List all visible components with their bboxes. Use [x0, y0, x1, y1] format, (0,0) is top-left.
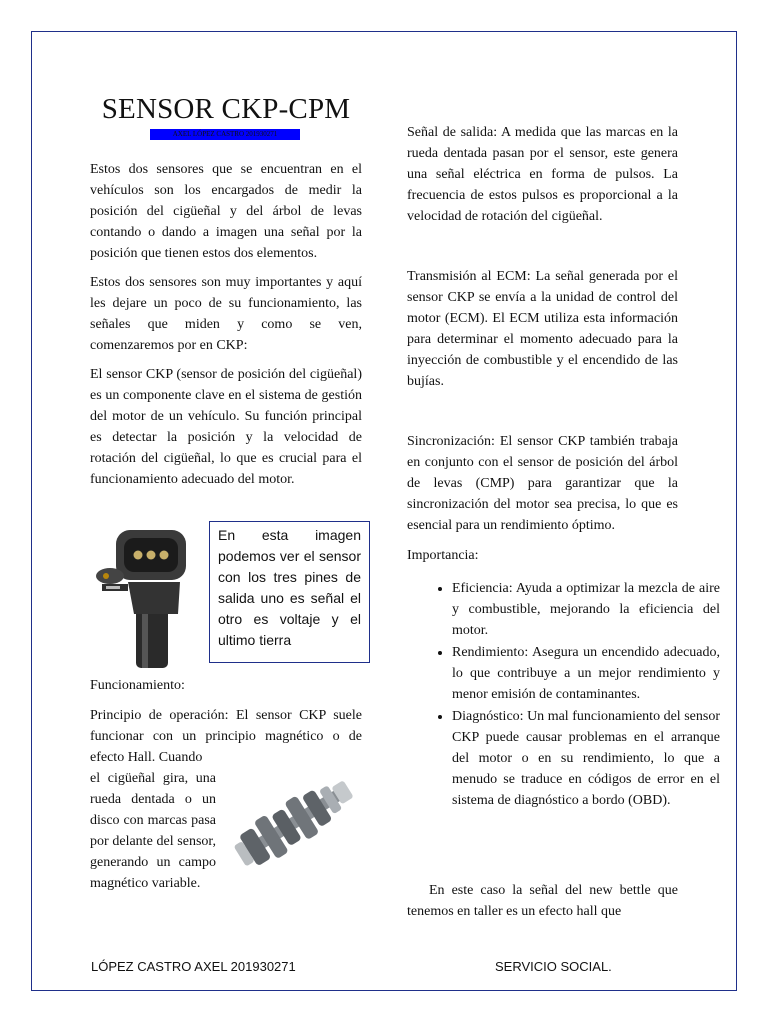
- footer-author: LÓPEZ CASTRO AXEL 201930271: [91, 959, 296, 974]
- bullet-rendimiento: • Rendimiento: Asegura un encendido adecuado, lo que contribuye a un mejor rendimiento y menor emisión de contaminantes.: [452, 642, 720, 705]
- principio-paragraph-intro: Principio de operación: El sensor CKP suele funcionar con un principio magnético o de efecto Hall. Cuando: [90, 708, 362, 765]
- closing-paragraph: En este caso la señal del new bettle que tenemos en taller es un efecto hall que: [407, 883, 678, 919]
- senal-salida-paragraph: Señal de salida: A medida que las marcas en la rueda dentada pasan por el sensor, este genera una señal eléctrica en forma de pulsos. La frecuencia de estos pulsos es proporcional a la velocidad de rotación del cigüeñal.: [407, 125, 678, 224]
- importance-list: [410, 578, 720, 812]
- bullet-diagnostico: • Diagnóstico: Un mal funcionamiento del sensor CKP puede causar problemas en el arranque del motor o en su rendimiento, lo que a menudo se traduce en códigos de error en el sistema de diagnóstico a bordo (OBD).: [452, 706, 720, 811]
- importancia-heading: Importancia:: [407, 548, 479, 563]
- principio-paragraph-continued: el cigüeñal gira, una rueda dentada o un disco con marcas pasa por delante del sensor, generando un campo magnético variable.: [90, 771, 216, 891]
- author-highlight: AXEL LÓPEZ CASTRO 201930271: [150, 129, 300, 140]
- page-title: SENSOR CKP-CPM: [101, 93, 351, 125]
- funcionamiento-heading: Funcionamiento:: [90, 678, 185, 693]
- intro-paragraph: Estos dos sensores que se encuentran en el vehículos son los encargados de medir la posición del cigüeñal y del árbol de levas contando o dando a imagen una señal por la posición que tienen estos dos elementos.: [90, 162, 362, 261]
- sincronizacion-paragraph: Sincronización: El sensor CKP también trabaja en conjunto con el sensor de posición del árbol de levas (CMP) para garantizar que la sincronización del motor sea precisa, lo que es esencial para un rendimiento óptimo.: [407, 434, 678, 533]
- importance-paragraph: Estos dos sensores son muy importantes y aquí les dejare un poco de su funcionamiento, las señales que miden y como se ven, comenzaremos por en CKP:: [90, 275, 362, 353]
- ckp-definition-paragraph: El sensor CKP (sensor de posición del cigüeñal) es un componente clave en el sistema de gestión del motor de un vehículo. Su función principal es detectar la posición y la velocidad de rotación del cigüeñal, lo que es crucial para el funcionamiento adecuado del motor.: [90, 367, 362, 487]
- footer-service: SERVICIO SOCIAL.: [495, 959, 612, 974]
- transmision-ecm-paragraph: Transmisión al ECM: La señal generada por el sensor CKP se envía a la unidad de control del motor (ECM). El ECM utiliza esta información para determinar el momento adecuado para la inyección de combustible y el encendido de las bujías.: [407, 269, 678, 389]
- ckp-sensor-image: [88, 522, 206, 668]
- bullet-eficiencia: • Eficiencia: Ayuda a optimizar la mezcla de aire y combustible, mejorando la eficiencia del motor.: [452, 578, 720, 641]
- image-caption-box: En esta imagen podemos ver el sensor con los tres pines de salida uno es señal el otro es voltaje y el ultimo tierra: [209, 521, 370, 663]
- crankshaft-image: [230, 766, 360, 878]
